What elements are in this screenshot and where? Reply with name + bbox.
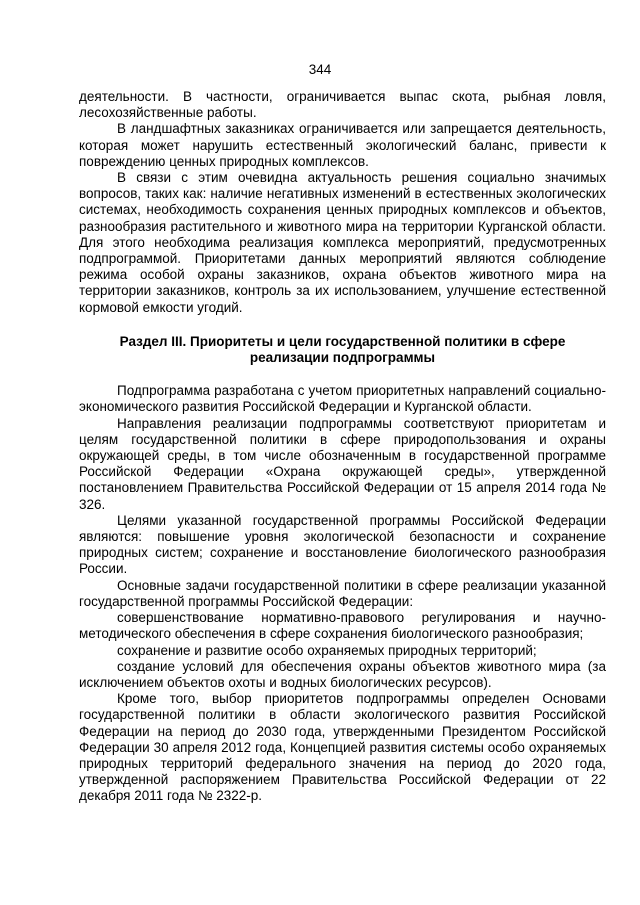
paragraph: Подпрограмма разработана с учетом приоритетных направлений социально-экономического развития Российской Федерации и Курганской области.: [79, 383, 606, 415]
paragraph: деятельности. В частности, ограничивается выпас скота, рыбная ловля, лесохозяйственные работы.: [79, 89, 606, 121]
paragraph: Направления реализации подпрограммы соответствуют приоритетам и целям государственной политики в сфере природопользования и охраны окружающей среды, в том числе обозначенным в государственной программе Российской Федерации «Охрана окружающей среды», утвержденной постановлением Правительства Российской Федерации от 15 апреля 2014 года № 326.: [79, 415, 606, 512]
paragraph: Кроме того, выбор приоритетов подпрограммы определен Основами государственной политики в области экологического развития Российской Федерации на период до 2030 года, утвержденными Президентом Российской Федерации 30 апреля 2012 года, Концепцией развития системы особо охраняемых природных территорий федерального значения на период до 2020 года, утвержденной распоряжением Правительства Российской Федерации от 22 декабря 2011 года № 2322-р.: [79, 691, 606, 804]
paragraph: Основные задачи государственной политики в сфере реализации указанной государственной программы Российской Федерации:: [79, 577, 606, 609]
paragraph: В связи с этим очевидна актуальность решения социально значимых вопросов, таких как: наличие негативных изменений в естественных экологических системах, необходимость сохранения ценных природных комплексов и объектов, разнообразия растительного и животного мира на территории Курганской области. Для этого необходима реализация комплекса мероприятий, предусмотренных подпрограммой. Приоритетами данных мероприятий являются соблюдение режима особой охраны заказников, охрана объектов животного мира на территории заказников, контроль за их использованием, улучшение естественной кормовой емкости угодий.: [79, 170, 606, 315]
list-item-paragraph: совершенствование нормативно-правового регулирования и научно-методического обеспечения в сфере сохранения биологического разнообразия;: [79, 610, 606, 642]
page-number: 344: [308, 62, 332, 77]
paragraph: В ландшафтных заказниках ограничивается или запрещается деятельность, которая может нарушить естественный экологический баланс, привести к повреждению ценных природных комплексов.: [79, 121, 606, 169]
section-heading: Раздел III. Приоритеты и цели государственной политики в сфере реализации подпрограммы: [119, 333, 566, 366]
paragraph: Целями указанной государственной программы Российской Федерации являются: повышение уровня экологической безопасности и сохранение природных систем; сохранение и восстановление биологического разнообразия России.: [79, 512, 606, 577]
list-item-paragraph: создание условий для обеспечения охраны объектов животного мира (за исключением объектов охоты и водных биологических ресурсов).: [79, 658, 606, 690]
document-body: [79, 89, 606, 805]
list-item-paragraph: сохранение и развитие особо охраняемых природных территорий;: [117, 642, 537, 658]
